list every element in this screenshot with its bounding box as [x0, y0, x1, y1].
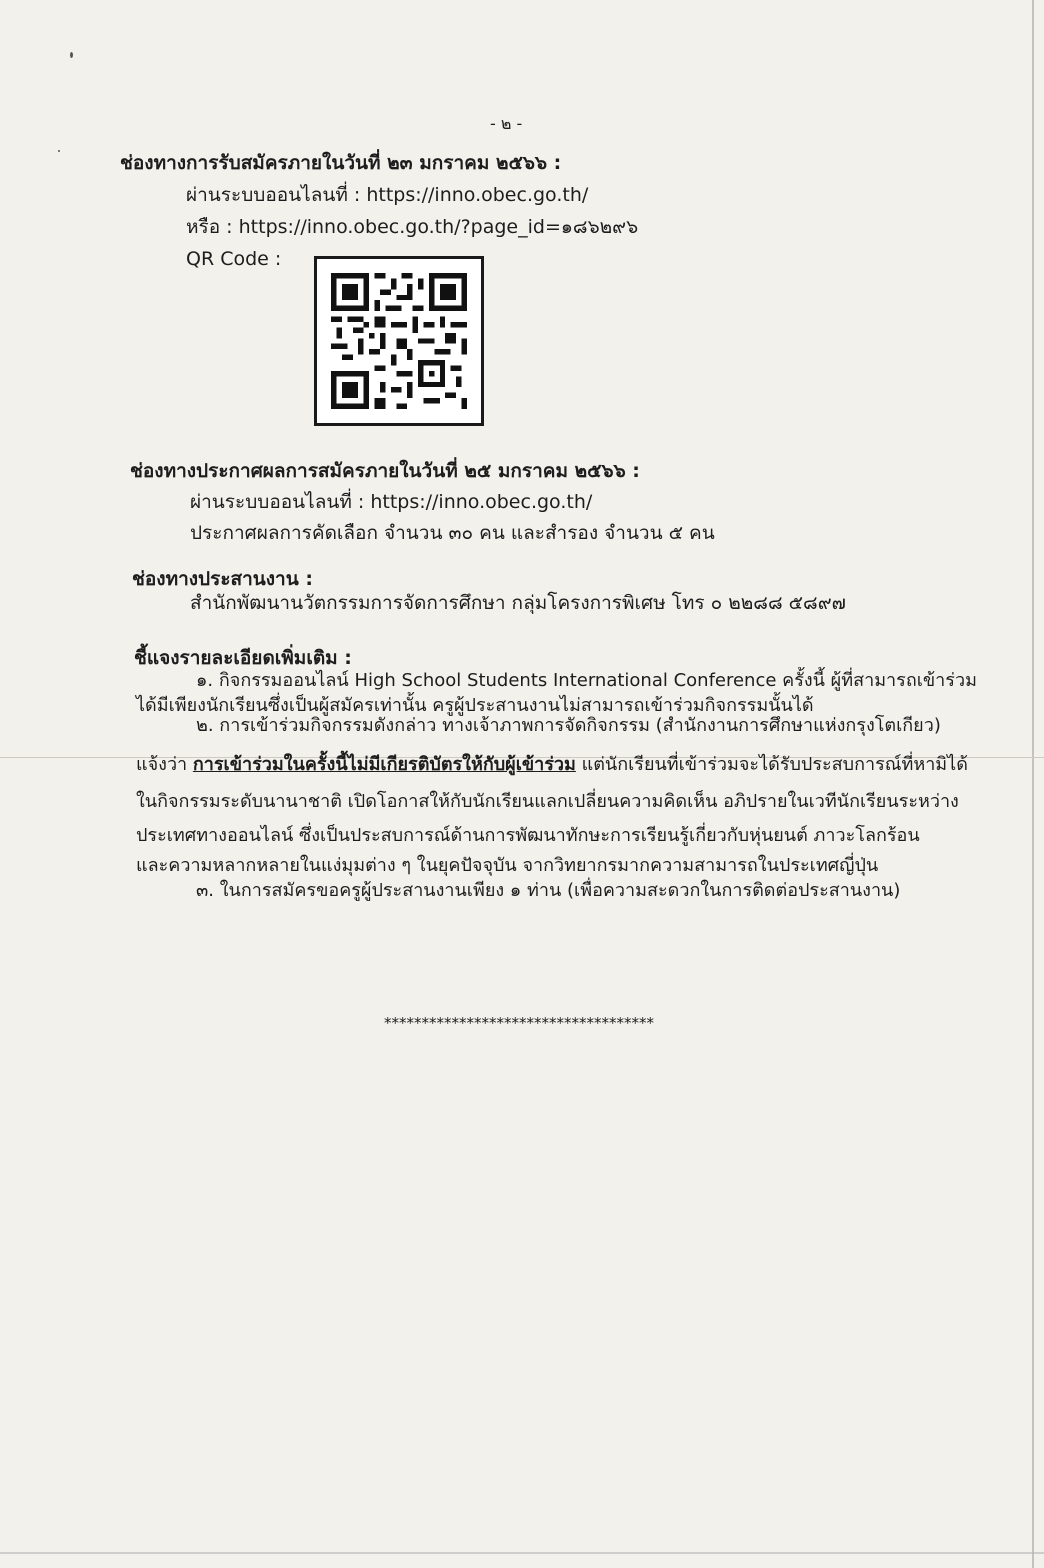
details-item-2-line-2 [136, 752, 968, 778]
scan-edge-bottom [0, 1552, 1044, 1554]
details-item-2-line-4: ประเทศทางออนไลน์ ซึ่งเป็นประสบการณ์ด้านการพัฒนาทักษะการเรียนรู้เกี่ยวกับหุ่นยนต์ ภาวะโลกร้อน [136, 825, 920, 846]
qr-code-pattern [331, 273, 467, 409]
details-item-2-line-3: ในกิจกรรมระดับนานาชาติ เปิดโอกาสให้กับนักเรียนแลกเปลี่ยนความคิดเห็น อภิปรายในเวทีนักเรียนระหว่าง [136, 791, 959, 812]
qr-code-label: QR Code : [186, 248, 282, 270]
end-of-document-marker: ************************************ [384, 1014, 654, 1032]
details-item-1-line-1: ๑. กิจกรรมออนไลน์ High School Students International Conference ครั้งนี้ ผู้ที่สามารถเข้าร่วม [196, 670, 977, 691]
scan-speck [70, 52, 73, 58]
scan-speck [58, 150, 60, 152]
details-item-2-line-5: และความหลากหลายในแง่มุมต่าง ๆ ในยุคปัจจุบัน จากวิทยากรมากความสามารถในประเทศญี่ปุ่น [136, 855, 879, 876]
no-certificate-notice: การเข้าร่วมในครั้งนี้ไม่มีเกียรติบัตรให้กับผู้เข้าร่วม [192, 754, 576, 775]
details-item-1-line-2: ได้มีเพียงนักเรียนซึ่งเป็นผู้สมัครเท่านั้น ครูผู้ประสานงานไม่สามารถเข้าร่วมกิจกรรมนั้นได้ [136, 695, 814, 716]
details-heading: ชี้แจงรายละเอียดเพิ่มเติม : [134, 647, 352, 669]
page-number: - ๒ - [490, 114, 523, 133]
details-item-2-suffix: แต่นักเรียนที่เข้าร่วมจะได้รับประสบการณ์ที่หามิได้ [575, 754, 968, 775]
details-item-3: ๓. ในการสมัครขอครูผู้ประสานงานเพียง ๑ ท่าน (เพื่อความสะดวกในการติดต่อประสานงาน) [196, 880, 901, 901]
details-item-2-prefix: แจ้งว่า [136, 754, 193, 775]
details-item-2-line-1: ๒. การเข้าร่วมกิจกรรมดังกล่าว ทางเจ้าภาพการจัดกิจกรรม (สำนักงานการศึกษาแห่งกรุงโตเกียว) [196, 715, 941, 736]
coordination-office: สำนักพัฒนานวัตกรรมการจัดการศึกษา กลุ่มโครงการพิเศษ โทร ๐ ๒๒๘๘ ๕๘๙๗ [190, 592, 846, 614]
announcement-result: ประกาศผลการคัดเลือก จำนวน ๓๐ คน และสำรอง จำนวน ๕ คน [190, 522, 715, 544]
registration-heading: ช่องทางการรับสมัครภายในวันที่ ๒๓ มกราคม ๒๕๖๖ : [120, 152, 562, 174]
registration-online-link[interactable]: ผ่านระบบออนไลนที่ : https://inno.obec.go.th/ [186, 184, 589, 206]
scan-edge-right [1032, 0, 1034, 1568]
registration-alt-link[interactable]: หรือ : https://inno.obec.go.th/?page_id=๑๘๖๒๙๖ [186, 216, 639, 238]
announcement-online-link[interactable]: ผ่านระบบออนไลนที่ : https://inno.obec.go.th/ [190, 491, 593, 513]
qr-code[interactable] [314, 256, 484, 426]
announcement-heading: ช่องทางประกาศผลการสมัครภายในวันที่ ๒๕ มกราคม ๒๕๖๖ : [130, 460, 640, 482]
coordination-heading: ช่องทางประสานงาน : [132, 568, 313, 590]
